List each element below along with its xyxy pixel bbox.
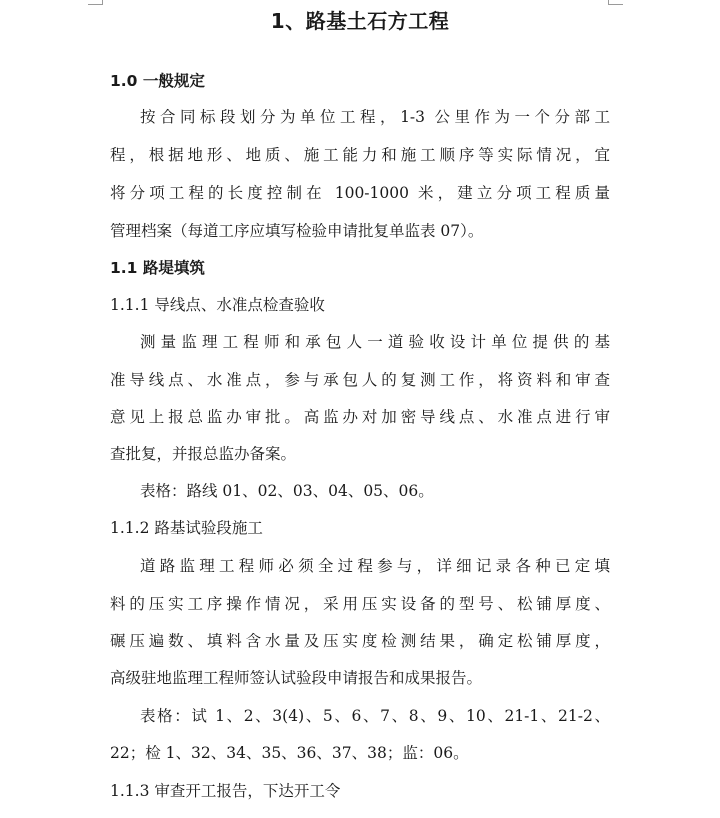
- paragraph-line: 准导线点、水准点，参与承包人的复测工作，将资料和审查: [110, 371, 610, 389]
- paragraph-line: 碾压遍数、填料含水量及压实度检测结果，确定松铺厚度，: [110, 632, 610, 650]
- paragraph-line: 意见上报总监办审批。高监办对加密导线点、水准点进行审: [110, 408, 610, 426]
- forms-line: 表格：路线 01、02、03、04、05、06。: [140, 482, 434, 500]
- paragraph-line: 测量监理工程师和承包人一道验收设计单位提供的基: [140, 333, 610, 351]
- paragraph-line: 料的压实工序操作情况，采用压实设备的型号、松铺厚度、: [110, 595, 610, 613]
- paragraph-line: 程，根据地形、地质、施工能力和施工顺序等实际情况，宜: [110, 146, 610, 164]
- forms-line: 22；检 1、32、34、35、36、37、38；监：06。: [110, 744, 469, 762]
- paragraph-line: 高级驻地监理工程师签认试验段申请报告和成果报告。: [110, 669, 483, 687]
- subsection-heading-1-1-1: 1.1.1 导线点、水准点检查验收: [110, 296, 325, 314]
- paragraph-line: 管理档案（每道工序应填写检验申请批复单监表 07）。: [110, 222, 484, 240]
- forms-line: 表格：试 1、2、3(4)、5、6、7、8、9、10、21-1、21-2、: [140, 707, 610, 725]
- subsection-heading-1-1-2: 1.1.2 路基试验段施工: [110, 519, 263, 537]
- paragraph-line: 按合同标段划分为单位工程，1-3 公里作为一个分部工: [140, 108, 610, 126]
- paragraph-line: 查批复，并报总监办备案。: [110, 445, 297, 463]
- paragraph-line: 道路监理工程师必须全过程参与，详细记录各种已定填: [140, 557, 610, 575]
- paragraph-line: 将分项工程的长度控制在 100-1000 米，建立分项工程质量: [110, 184, 610, 202]
- subsection-heading-1-1-3: 1.1.3 审查开工报告，下达开工令: [110, 782, 341, 800]
- document-title: 1、路基土石方工程: [270, 9, 450, 33]
- section-heading-1-1: 1.1 路堤填筑: [110, 259, 205, 277]
- section-heading-1-0: 1.0 一般规定: [110, 72, 205, 90]
